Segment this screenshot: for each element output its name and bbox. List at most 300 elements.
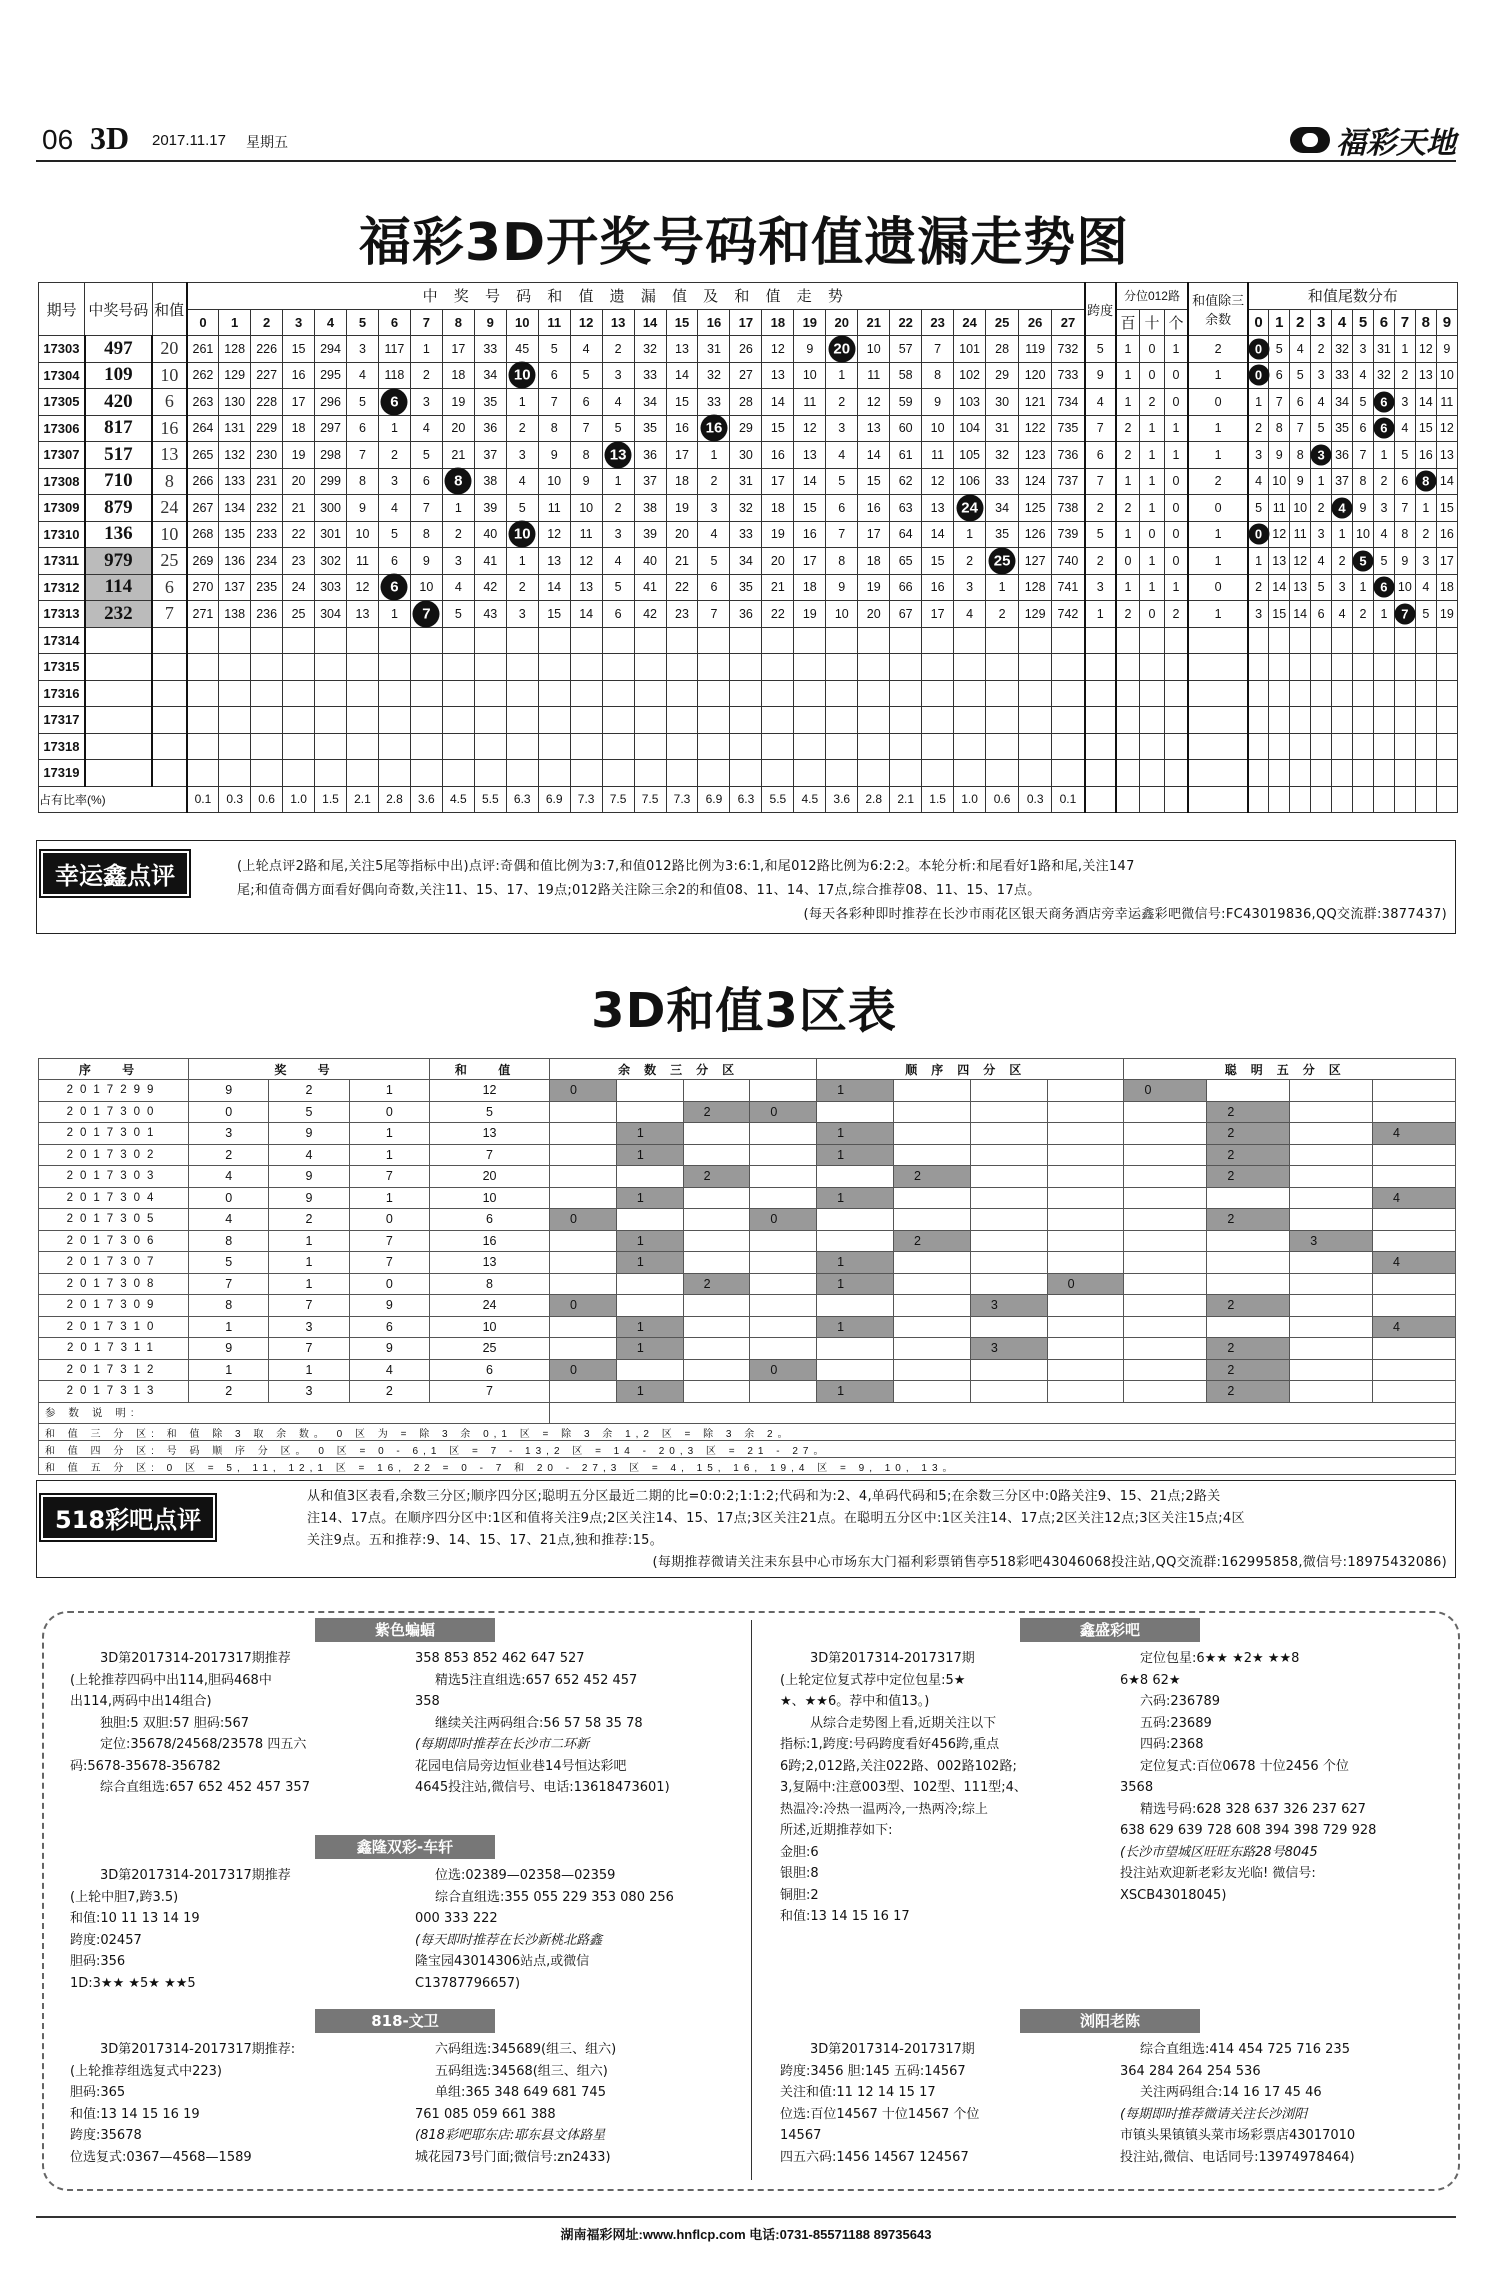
zone-cell: 9	[269, 1166, 349, 1188]
tail-value: 11	[1272, 500, 1286, 515]
tail-cell	[1332, 733, 1353, 760]
section-tag: 3D	[90, 120, 130, 156]
omission-value: 16	[930, 580, 945, 595]
omission-value: 1	[390, 421, 398, 436]
zone-mark	[1373, 1295, 1456, 1317]
tail-head: 5	[1353, 309, 1374, 336]
tail-cell	[1436, 601, 1457, 628]
omission-cell	[347, 468, 379, 495]
omission-value: 733	[1057, 368, 1079, 383]
tail-value: 37	[1335, 474, 1349, 489]
omission-cell	[570, 415, 602, 442]
weekday: 星期五	[246, 135, 288, 151]
omission-cell	[378, 362, 410, 389]
omission-cell	[666, 707, 698, 734]
pos-cell: 1	[1116, 468, 1140, 495]
omission-value: 10	[579, 500, 594, 515]
hit-ball: 25	[989, 547, 1016, 574]
omission-cell	[347, 627, 379, 654]
zone-cell: 7	[430, 1144, 550, 1166]
tail-value: 33	[1335, 368, 1349, 383]
omission-cell	[283, 468, 315, 495]
zone-mark	[1124, 1209, 1207, 1231]
zone-mark	[893, 1273, 970, 1295]
tail-value: 15	[1418, 421, 1433, 436]
omission-value: 5	[550, 341, 558, 356]
omission-cell	[954, 468, 986, 495]
table-row	[39, 1295, 1456, 1317]
tail-cell	[1373, 574, 1394, 601]
omission-value: 37	[643, 474, 657, 489]
pos-cell	[1164, 680, 1188, 707]
omission-cell	[794, 574, 826, 601]
omission-cell	[506, 680, 538, 707]
omission-value: 13	[675, 341, 689, 356]
omission-cell	[506, 389, 538, 416]
omission-cell	[474, 627, 506, 654]
omission-value: 137	[224, 580, 246, 595]
ratio-cell: 5.5	[762, 786, 794, 813]
hit-ball: 13	[605, 441, 632, 468]
omission-cell	[890, 601, 922, 628]
sum-cell: 20	[152, 336, 187, 363]
zone-cell: 10	[430, 1187, 550, 1209]
omission-cell	[794, 760, 826, 787]
omission-cell	[666, 601, 698, 628]
zone-mark	[1290, 1187, 1373, 1209]
zone-cell: 8	[189, 1230, 269, 1252]
pane-left	[780, 1648, 1110, 1928]
pane-line: 3D第2017314-2017317期	[810, 1651, 975, 1666]
pos-cell: 0	[1140, 601, 1164, 628]
tail-cell	[1290, 442, 1311, 469]
omission-cell	[634, 495, 666, 522]
omission-value: 13	[579, 580, 594, 595]
footer: 湖南福彩网址:www.hnflcp.com 电话:0731-85571188 89735643	[36, 2216, 1456, 2243]
pane-line: 隆宝园43014306站点,或微信	[415, 1954, 590, 1969]
win-cell: 497	[85, 336, 152, 363]
omission-value: 20	[451, 421, 466, 436]
mod3-cell: 1	[1188, 415, 1248, 442]
issue-cell: 17319	[39, 760, 85, 787]
omission-cell	[954, 548, 986, 575]
zone-mark	[817, 1209, 894, 1231]
omission-cell	[474, 362, 506, 389]
omission-cell	[794, 733, 826, 760]
omission-cell	[538, 389, 570, 416]
table-row	[39, 442, 1458, 469]
tail-cell	[1373, 495, 1394, 522]
ratio-cell: 6.9	[698, 786, 730, 813]
pane-band: 紫色蝙蝠	[315, 1618, 495, 1642]
sum-head: 8	[442, 309, 474, 336]
tail-cell	[1332, 495, 1353, 522]
omission-cell	[474, 574, 506, 601]
omission-cell	[1052, 521, 1085, 548]
omission-cell	[922, 680, 954, 707]
omission-value: 25	[291, 606, 306, 621]
table-row	[39, 1230, 1456, 1252]
comment-box-518	[36, 1480, 1456, 1578]
omission-value: 64	[898, 527, 913, 542]
col-issue: 期号	[39, 283, 85, 336]
omission-cell	[794, 362, 826, 389]
omission-cell	[698, 442, 730, 469]
tail-head: 9	[1436, 309, 1457, 336]
omission-value: 15	[291, 341, 306, 356]
omission-value: 37	[483, 447, 498, 462]
omission-cell	[347, 601, 379, 628]
zone-cell: 1	[349, 1080, 429, 1102]
omission-cell	[602, 733, 634, 760]
omission-cell	[187, 680, 219, 707]
omission-value: 1	[966, 527, 974, 542]
tail-value: 13	[1418, 368, 1433, 383]
omission-cell	[506, 760, 538, 787]
pane-line: 1D:3★★ ★5★ ★★5	[70, 1975, 196, 1991]
omission-value: 739	[1057, 527, 1079, 542]
omission-cell	[986, 548, 1019, 575]
tail-cell	[1353, 521, 1374, 548]
omission-cell	[219, 680, 251, 707]
tail-cell	[1290, 468, 1311, 495]
zone-mark	[1290, 1101, 1373, 1123]
omission-value: 264	[192, 421, 214, 436]
omission-cell	[219, 654, 251, 681]
omission-cell	[634, 521, 666, 548]
omission-cell	[506, 415, 538, 442]
issue-cell: 17313	[39, 601, 85, 628]
tail-value: 7	[1275, 394, 1283, 409]
tail-cell	[1248, 733, 1269, 760]
omission-cell	[730, 389, 762, 416]
omission-value: 18	[291, 421, 306, 436]
omission-cell	[954, 707, 986, 734]
ratio-cell: 7.5	[634, 786, 666, 813]
omission-value: 34	[483, 368, 498, 383]
omission-cell	[794, 548, 826, 575]
ratio-cell: 7.5	[602, 786, 634, 813]
omission-value: 2	[838, 394, 846, 409]
table-row	[39, 1316, 1456, 1338]
zone-mark	[1124, 1381, 1207, 1403]
omission-value: 4	[582, 341, 590, 356]
tail-cell	[1311, 760, 1332, 787]
omission-cell	[1052, 627, 1085, 654]
omission-value: 17	[675, 447, 689, 462]
omission-value: 6	[710, 580, 718, 595]
omission-cell	[251, 627, 283, 654]
omission-value: 5	[518, 500, 526, 515]
win-cell: 879	[85, 495, 152, 522]
tail-value: 2	[1359, 606, 1367, 621]
tail-cell	[1415, 733, 1436, 760]
omission-cell	[538, 548, 570, 575]
tail-cell	[1332, 389, 1353, 416]
table-row	[39, 548, 1458, 575]
omission-cell	[858, 336, 890, 363]
pos-cell: 0	[1140, 336, 1164, 363]
tail-value: 16	[1418, 447, 1433, 462]
pane-line: 761 085 059 661 388	[415, 2106, 556, 2122]
omission-cell	[986, 468, 1019, 495]
zone-mark: 2	[1207, 1209, 1290, 1231]
tail-cell	[1290, 654, 1311, 681]
omission-cell	[410, 442, 442, 469]
omission-cell	[954, 733, 986, 760]
zone-cell: 4	[269, 1144, 349, 1166]
omission-cell	[602, 654, 634, 681]
pos-cell: 1	[1116, 336, 1140, 363]
issue-cell: 17306	[39, 415, 85, 442]
pane-line: 精选5注直组选:657 652 452 457	[435, 1672, 638, 1688]
omission-cell	[347, 415, 379, 442]
tail-value: 14	[1418, 394, 1433, 409]
omission-value: 13	[547, 553, 562, 568]
omission-value: 41	[483, 553, 498, 568]
omission-value: 6	[422, 474, 430, 489]
tail-cell	[1436, 389, 1457, 416]
kd-cell: 4	[1085, 389, 1116, 416]
zone-mark	[1047, 1080, 1124, 1102]
omission-cell	[922, 707, 954, 734]
omission-cell	[538, 760, 570, 787]
tail-value: 3	[1255, 447, 1263, 462]
omission-value: 10	[866, 341, 881, 356]
pos-cell	[1116, 707, 1140, 734]
omission-cell	[506, 442, 538, 469]
tail-value: 3	[1317, 527, 1325, 542]
omission-cell	[698, 654, 730, 681]
zone-mark: 1	[817, 1273, 894, 1295]
omission-value: 3	[518, 447, 526, 462]
omission-cell	[730, 468, 762, 495]
omission-cell	[986, 574, 1019, 601]
omission-cell	[538, 442, 570, 469]
zone-mark	[970, 1316, 1047, 1338]
table-row	[39, 1381, 1456, 1403]
tail-cell	[1394, 362, 1415, 389]
omission-cell	[378, 548, 410, 575]
pane-line: 从综合走势图上看,近期关注以下	[810, 1715, 997, 1731]
zone-mark	[1373, 1338, 1456, 1360]
tail-cell	[1373, 654, 1394, 681]
omission-cell	[698, 362, 730, 389]
omission-cell	[826, 521, 858, 548]
omission-value: 66	[898, 580, 913, 595]
zone-mark	[683, 1359, 750, 1381]
mod3-cell	[1188, 654, 1248, 681]
omission-cell	[506, 548, 538, 575]
omission-cell	[283, 362, 315, 389]
omission-cell	[378, 468, 410, 495]
omission-cell	[251, 495, 283, 522]
omission-cell	[410, 654, 442, 681]
omission-value: 32	[643, 341, 657, 356]
omission-value: 61	[898, 447, 913, 462]
omission-value: 35	[643, 421, 657, 436]
omission-value: 40	[483, 527, 498, 542]
omission-cell	[251, 442, 283, 469]
zone-mark	[817, 1166, 894, 1188]
tail-cell	[1248, 415, 1269, 442]
tail-cell	[1415, 389, 1436, 416]
pane-line: 四码:2368	[1140, 1737, 1204, 1752]
pos-cell: 0	[1164, 362, 1188, 389]
tail-cell	[1415, 760, 1436, 787]
omission-value: 735	[1057, 421, 1079, 436]
tail-cell	[1415, 707, 1436, 734]
tail-cell	[1373, 468, 1394, 495]
sum-head: 3	[283, 309, 315, 336]
tail-cell	[1269, 733, 1290, 760]
sum-head: 20	[826, 309, 858, 336]
note-label: 参 数 说 明:	[39, 1402, 550, 1424]
tail-value: 2	[1255, 580, 1263, 595]
tail-cell	[1269, 521, 1290, 548]
omission-value: 9	[838, 580, 846, 595]
omission-cell	[634, 760, 666, 787]
omission-value: 268	[192, 527, 214, 542]
zone-cell: 9	[189, 1080, 269, 1102]
omission-value: 13	[355, 606, 370, 621]
tail-value: 35	[1335, 421, 1349, 436]
omission-value: 263	[192, 394, 214, 409]
tail-cell	[1373, 548, 1394, 575]
omission-value: 1	[998, 580, 1006, 595]
comment-line-1: 从和值3区表看,余数三分区;顺序四分区;聪明五分区最近二期的比=0:0:2;1:1:2;代码和为:2、4,单码代码和5;在余数三分区中:0路关注9、15、21点;2路关	[307, 1489, 1221, 1504]
zone-mark	[1373, 1273, 1456, 1295]
tail-cell	[1415, 627, 1436, 654]
omission-cell	[442, 627, 474, 654]
zone-mark	[550, 1123, 617, 1145]
omission-cell	[378, 760, 410, 787]
kd-cell: 7	[1085, 415, 1116, 442]
zone-mark	[550, 1252, 617, 1274]
zone-mark	[550, 1144, 617, 1166]
pane-line: 6跨;2,012路,关注022路、002路102路;	[780, 1758, 1017, 1774]
zone-cell: 2017304	[39, 1187, 189, 1209]
omission-cell	[666, 654, 698, 681]
zone-mark	[550, 1230, 617, 1252]
note-line: 和 值 三 分 区: 和 值 除 3 取 余 数。 0 区 为 = 除 3 余 0,1 区 = 除 3 余 1,2 区 = 除 3 余 2。	[39, 1424, 1456, 1441]
omission-cell	[890, 654, 922, 681]
table-row	[39, 521, 1458, 548]
tail-value: 2	[1338, 553, 1346, 568]
table-row	[39, 362, 1458, 389]
zone-mark	[970, 1209, 1047, 1231]
tail-cell	[1332, 415, 1353, 442]
omission-value: 230	[256, 447, 278, 462]
omission-value: 11	[867, 368, 881, 383]
omission-cell	[826, 733, 858, 760]
win-cell	[85, 733, 152, 760]
pane-line: 和值:10 11 13 14 19	[70, 1911, 200, 1926]
tail-cell	[1248, 362, 1269, 389]
ratio-cell: 0.3	[1019, 786, 1052, 813]
omission-value: 135	[224, 527, 246, 542]
omission-value: 6	[550, 368, 558, 383]
omission-cell	[347, 654, 379, 681]
omission-cell	[378, 733, 410, 760]
tail-cell	[1290, 548, 1311, 575]
pane-line: 胆码:356	[70, 1954, 126, 1969]
omission-cell	[442, 733, 474, 760]
omission-value: 300	[320, 500, 341, 515]
zone-mark	[750, 1295, 817, 1317]
mod3-cell	[1188, 627, 1248, 654]
omission-cell	[187, 627, 219, 654]
tail-cell	[1311, 680, 1332, 707]
tail-value: 10	[1397, 580, 1412, 595]
zone-cell: 2017311	[39, 1338, 189, 1360]
omission-value: 20	[675, 527, 689, 542]
sum-head: 14	[634, 309, 666, 336]
omission-value: 4	[966, 606, 974, 621]
omission-cell	[794, 601, 826, 628]
omission-value: 21	[451, 447, 466, 462]
tail-cell	[1415, 601, 1436, 628]
omission-value: 2	[454, 527, 462, 542]
omission-value: 302	[320, 553, 341, 568]
zone-mark	[970, 1230, 1047, 1252]
zone-mark	[1047, 1338, 1124, 1360]
zone-mark	[1290, 1316, 1373, 1338]
tail-cell	[1332, 760, 1353, 787]
zone-mark	[1124, 1338, 1207, 1360]
omission-cell	[1052, 468, 1085, 495]
omission-cell	[1052, 362, 1085, 389]
omission-cell	[762, 654, 794, 681]
omission-value: 125	[1024, 500, 1046, 515]
zone-head: 余数三分区	[550, 1059, 817, 1080]
tail-cell	[1311, 574, 1332, 601]
omission-cell	[698, 574, 730, 601]
zone-mark: 4	[1373, 1252, 1456, 1274]
omission-cell	[283, 627, 315, 654]
omission-cell	[922, 415, 954, 442]
omission-value: 58	[898, 368, 913, 383]
zone-mark	[750, 1273, 817, 1295]
ratio-cell: 3.6	[410, 786, 442, 813]
tail-value: 8	[1296, 447, 1304, 462]
omission-cell	[315, 601, 347, 628]
omission-cell	[474, 548, 506, 575]
zone-mark	[893, 1123, 970, 1145]
tail-cell	[1415, 495, 1436, 522]
hit-ball: 7	[413, 600, 440, 627]
win-cell: 136	[85, 521, 152, 548]
omission-cell	[538, 521, 570, 548]
omission-value: 231	[256, 474, 278, 489]
omission-cell	[794, 627, 826, 654]
zone-mark	[1124, 1230, 1207, 1252]
omission-cell	[410, 680, 442, 707]
omission-value: 3	[518, 606, 526, 621]
sum-cell	[152, 654, 187, 681]
omission-cell	[922, 627, 954, 654]
omission-cell	[602, 548, 634, 575]
omission-cell	[762, 362, 794, 389]
omission-value: 19	[675, 500, 689, 515]
omission-value: 2	[710, 474, 718, 489]
omission-cell	[315, 733, 347, 760]
zone-cell: 0	[349, 1273, 429, 1295]
zone-mark	[970, 1101, 1047, 1123]
omission-cell	[954, 627, 986, 654]
tail-cell	[1248, 495, 1269, 522]
pos-cell	[1164, 627, 1188, 654]
